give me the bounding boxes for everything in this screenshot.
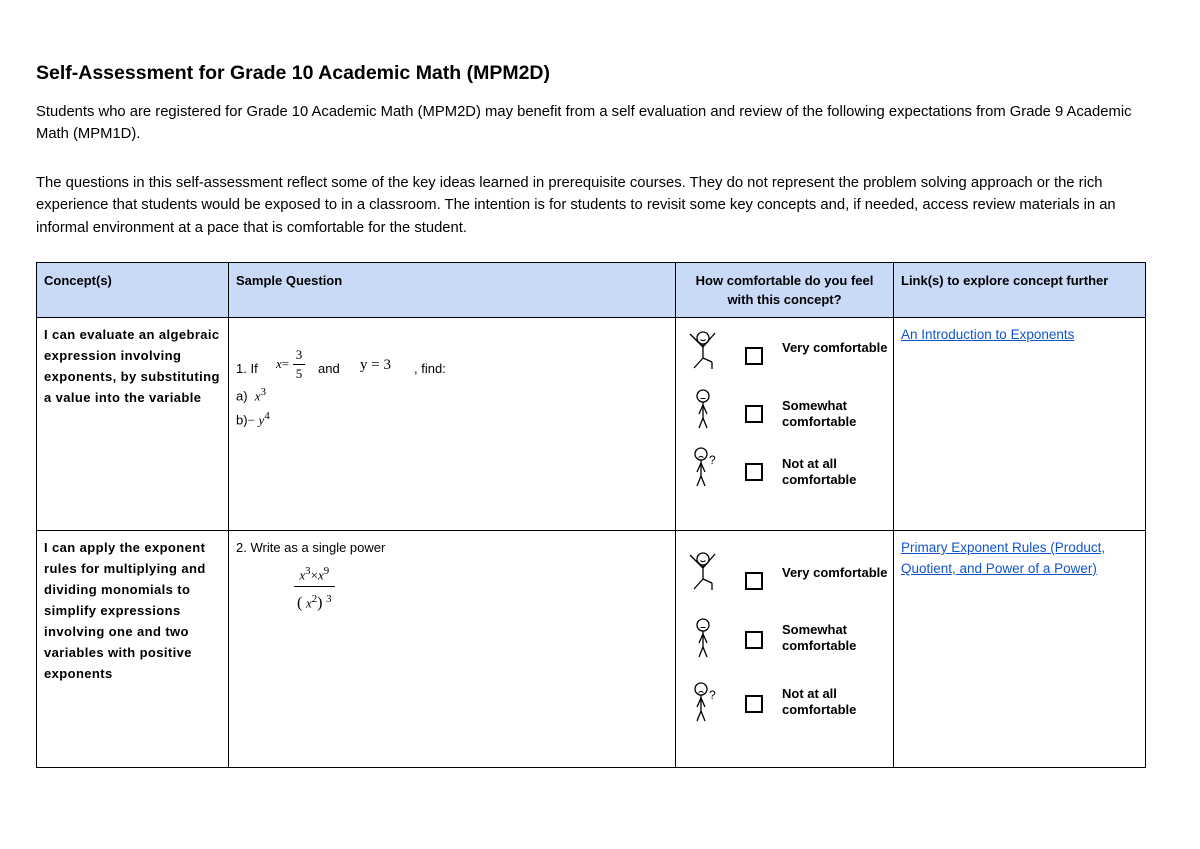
table-header-row [37, 263, 1146, 318]
rating-somewhat [676, 617, 893, 681]
frac-denominator: 5 [293, 364, 306, 383]
num-a-base: x [299, 567, 306, 583]
question-cell [229, 531, 676, 768]
confused-stick-figure-icon [686, 681, 722, 723]
header-question: Sample Question [229, 263, 676, 318]
part-b-label: b) [236, 412, 248, 428]
exponents-intro-link[interactable]: An Introduction to Exponents [901, 327, 1075, 342]
rating-not [676, 446, 893, 504]
num-b-base: x [317, 567, 324, 583]
links-cell [894, 318, 1146, 531]
very-comfortable-label: Very comfortable [782, 565, 888, 580]
table-row [37, 531, 1146, 768]
rating-somewhat [676, 388, 893, 446]
assessment-table [36, 262, 1146, 768]
x-equals-fraction [276, 346, 305, 383]
not-comfortable-checkbox[interactable] [745, 695, 763, 713]
single-power-expression [294, 560, 668, 616]
den-base: x [305, 595, 312, 611]
very-comfortable-checkbox[interactable] [745, 347, 763, 365]
comfort-cell [676, 318, 894, 531]
somewhat-comfortable-label: Somewhat comfortable [782, 622, 857, 653]
excited-stick-figure-icon [686, 330, 722, 372]
not-comfortable-label: Not at all comfortable [782, 686, 857, 717]
header-comfort: How comfortable do you feel with this concept? [676, 263, 894, 318]
question-prefix: 1. If [236, 361, 258, 376]
confused-stick-figure-icon [686, 446, 722, 488]
concept-cell: I can apply the exponent rules for multiplying and dividing monomials to simplify expressions involving one and two variables with positive exponents [37, 531, 229, 768]
comfort-cell [676, 531, 894, 768]
page-title: Self-Assessment for Grade 10 Academic Math (MPM2D) [36, 62, 551, 84]
den-inner-exponent: 2 [311, 593, 318, 606]
somewhat-comfortable-label: Somewhat comfortable [782, 398, 857, 429]
part-a-label: a) [236, 388, 248, 404]
concept-cell: I can evaluate an algebraic expression involving exponents, by substituting a value into the variable [37, 318, 229, 531]
fraction-three-fifths [293, 346, 306, 383]
times-sign: × [310, 567, 318, 583]
part-a-exponent: 3 [260, 386, 266, 398]
rating-very [676, 551, 893, 617]
table-row [37, 318, 1146, 531]
neutral-stick-figure-icon [686, 617, 722, 659]
links-cell [894, 531, 1146, 768]
part-a-base: x [254, 388, 261, 404]
svg-text:?: ? [709, 688, 716, 702]
den-outer-exponent: 3 [326, 593, 332, 606]
svg-text:?: ? [709, 453, 716, 467]
var-x: x [276, 355, 282, 371]
frac-numerator: 3 [295, 347, 303, 362]
somewhat-comfortable-checkbox[interactable] [745, 631, 763, 649]
somewhat-comfortable-checkbox[interactable] [745, 405, 763, 423]
y-equation: y = 3 [360, 357, 391, 373]
num-a-exponent: 3 [305, 565, 311, 577]
header-links: Link(s) to explore concept further [894, 263, 1146, 318]
minus-sign: − [247, 412, 255, 428]
question-prompt: 2. Write as a single power [236, 540, 386, 555]
exponent-rules-link[interactable]: Primary Exponent Rules (Product, Quotient, and Power of a Power) [901, 540, 1106, 576]
question-cell [229, 318, 676, 531]
equals-sign: = [281, 355, 290, 371]
fraction-numerator [294, 560, 335, 586]
exponent-fraction [294, 560, 335, 616]
rating-very [676, 330, 893, 388]
rating-not [676, 681, 893, 739]
part-b [236, 406, 668, 430]
not-comfortable-checkbox[interactable] [745, 463, 763, 481]
excited-stick-figure-icon [686, 551, 722, 593]
part-b-exponent: 4 [264, 410, 270, 423]
fraction-denominator [294, 586, 335, 615]
header-concept: Concept(s) [37, 263, 229, 318]
purpose-paragraph: The questions in this self-assessment reflect some of the key ideas learned in prerequisite courses. They do not represent the problem solving approach or the rich experience that students would be exposed to in a classroom. The intention is for students to revisit some key concepts and, if needed, access review materials in an informal environment at a pace that is comfortable for the student. [36, 175, 1116, 236]
very-comfortable-checkbox[interactable] [745, 572, 763, 590]
intro-paragraph: Students who are registered for Grade 10 Academic Math (MPM2D) may benefit from a self evaluation and review of the following expectations from Grade 9 Academic Math (MPM1D). [36, 104, 1132, 143]
very-comfortable-label: Very comfortable [782, 340, 888, 355]
num-b-exponent: 9 [323, 565, 330, 577]
not-comfortable-label: Not at all comfortable [782, 456, 857, 487]
part-a [236, 382, 668, 406]
find-text: , find: [414, 361, 446, 376]
neutral-stick-figure-icon [686, 388, 722, 430]
close-paren: ) [317, 594, 323, 612]
and-text: and [318, 361, 340, 376]
question-line [236, 346, 668, 381]
open-paren: ( [297, 594, 303, 612]
part-b-base: y [258, 412, 265, 428]
